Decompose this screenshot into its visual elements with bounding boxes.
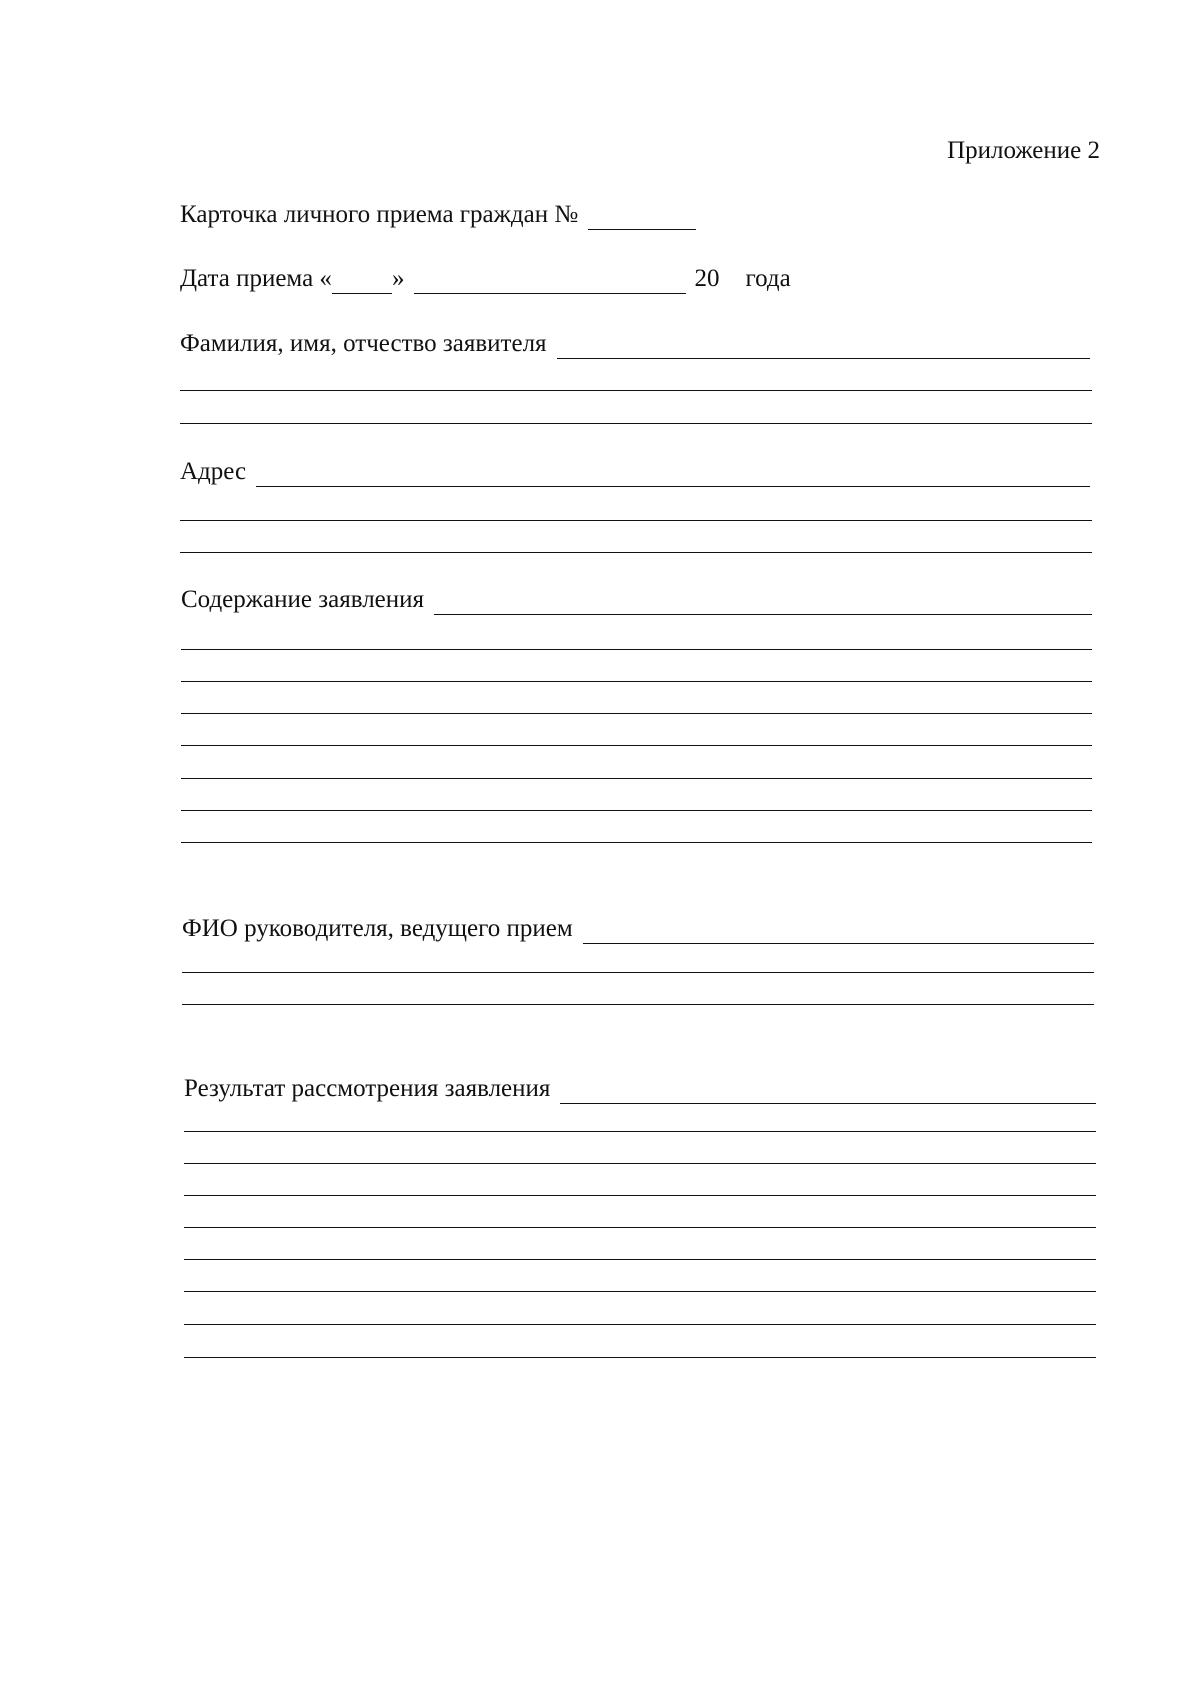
statement-row (181, 585, 1092, 615)
date-year-field[interactable] (719, 269, 745, 294)
result-field[interactable] (560, 1079, 1096, 1104)
appendix-label: Приложение 2 (947, 137, 1100, 164)
result-line[interactable] (184, 1195, 1096, 1196)
result-label: Результат рассмотрения заявления (184, 1075, 551, 1102)
address-label: Адрес (180, 458, 247, 485)
statement-line[interactable] (181, 713, 1092, 714)
address-line[interactable] (180, 552, 1092, 553)
applicant-name-row (180, 329, 1090, 359)
address-row (180, 457, 1090, 487)
head-name-label: ФИО руководителя, ведущего прием (182, 915, 573, 942)
statement-line[interactable] (181, 778, 1092, 779)
result-row (184, 1074, 1096, 1104)
result-line[interactable] (184, 1163, 1096, 1164)
result-line[interactable] (184, 1324, 1096, 1325)
card-title: Карточка личного приема граждан № (180, 201, 579, 228)
applicant-name-line[interactable] (180, 423, 1092, 424)
statement-field[interactable] (434, 590, 1092, 615)
statement-line[interactable] (181, 649, 1092, 650)
result-line[interactable] (184, 1227, 1096, 1228)
head-name-line[interactable] (182, 1004, 1094, 1005)
date-month-field[interactable] (414, 269, 686, 294)
result-line[interactable] (184, 1357, 1096, 1358)
result-line[interactable] (184, 1259, 1096, 1260)
statement-line[interactable] (181, 842, 1092, 843)
address-line[interactable] (180, 520, 1092, 521)
result-line[interactable] (184, 1131, 1096, 1132)
head-name-line[interactable] (182, 972, 1094, 973)
date-row (180, 264, 791, 294)
applicant-name-field[interactable] (557, 334, 1090, 359)
applicant-name-line[interactable] (180, 390, 1092, 391)
statement-line[interactable] (181, 810, 1092, 811)
statement-line[interactable] (181, 745, 1092, 746)
date-year-prefix: 20 (694, 265, 720, 292)
head-name-row (182, 914, 1094, 944)
result-line[interactable] (184, 1291, 1096, 1292)
date-year-suffix: года (745, 265, 791, 292)
card-number-field[interactable] (588, 205, 696, 230)
date-day-field[interactable] (332, 269, 392, 294)
head-name-field[interactable] (583, 919, 1094, 944)
applicant-name-label: Фамилия, имя, отчество заявителя (180, 330, 547, 357)
statement-label: Содержание заявления (181, 586, 425, 613)
address-field[interactable] (256, 462, 1090, 487)
card-title-row (180, 200, 696, 230)
date-label: Дата приема « (180, 265, 332, 292)
statement-line[interactable] (181, 681, 1092, 682)
date-close-quote: » (391, 265, 405, 292)
